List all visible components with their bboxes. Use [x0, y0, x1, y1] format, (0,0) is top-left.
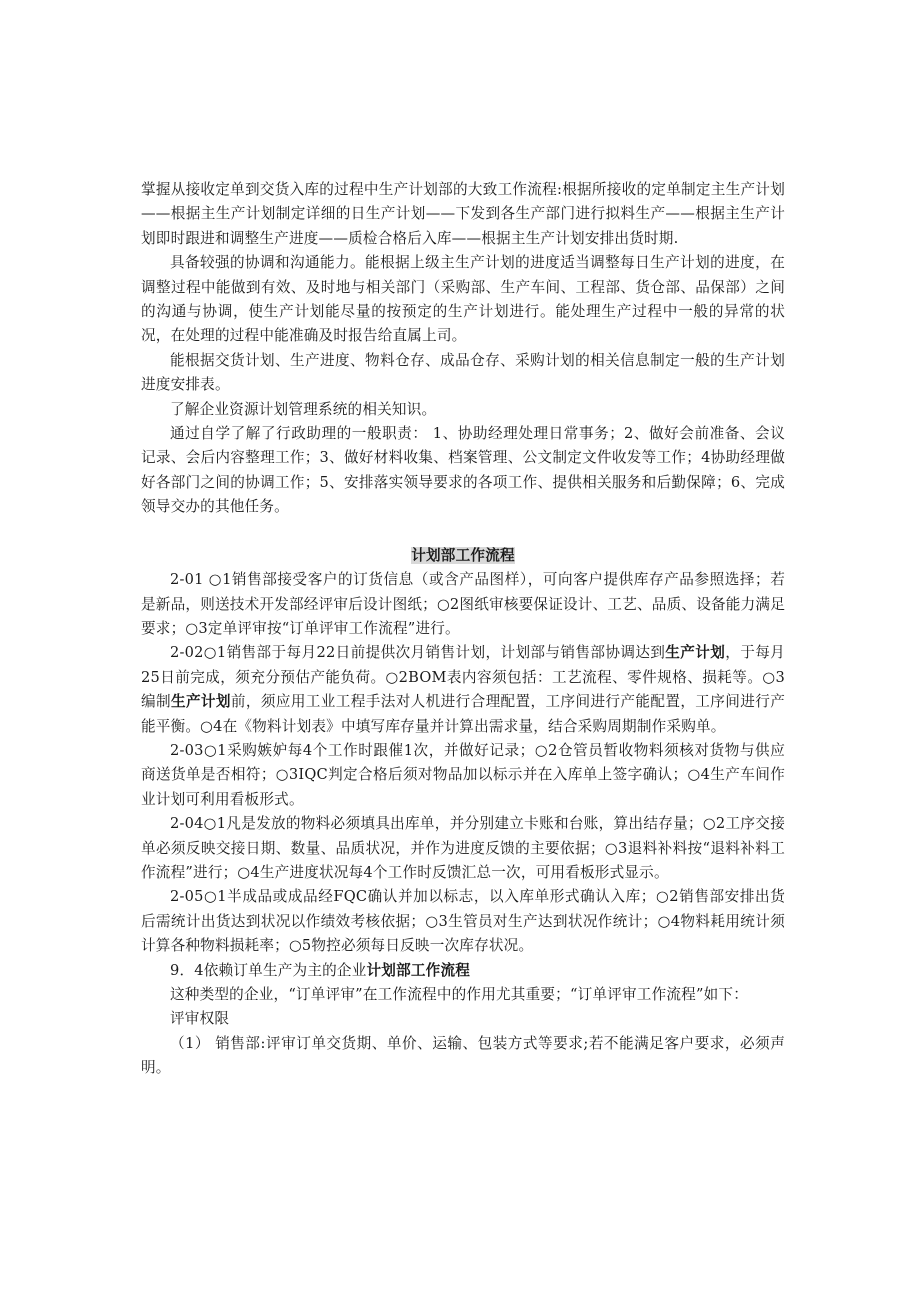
- step-2-02-text-b: ，于每月25日前完成，须充分预估产能负荷。○2BOM表内容须包括：工艺流程、零件规格、损耗等。○3编制: [141, 644, 785, 711]
- paragraph-workflow-summary: 掌握从接收定单到交货入库的过程中生产计划部的大致工作流程:根据所接收的定单制定主生产计划——根据主生产计划制定详细的日生产计划——下发到各生产部门进行拟料生产——根据主生产计划即时跟进和调整生产进度——质检合格后入库——根据主生产计划安排出货时期.: [141, 181, 785, 247]
- step-2-01: 2-01 ○1销售部接受客户的订货信息（或含产品图样），可向客户提供库存产品参照选择；若是新品，则送技术开发部经评审后设计图纸；○2图纸审核要保证设计、工艺、品质、设备能力满足要求；○3定单评审按“订单评审工作流程”进行。: [141, 571, 785, 637]
- document-body: [141, 178, 785, 1081]
- paragraph-schedule: 能根据交货计划、生产进度、物料仓存、成品仓存、采购计划的相关信息制定一般的生产计划进度安排表。: [141, 351, 785, 394]
- step-2-02-text-a: 2-02○1销售部于每月22日前提供次月销售计划，计划部与销售部协调达到: [170, 644, 666, 662]
- section-9-4-title: [141, 959, 785, 983]
- section-heading: [141, 544, 785, 568]
- paragraph-sales-review: （1） 销售部:评审订单交货期、单价、运输、包装方式等要求;若不能满足客户要求，必须声明。: [141, 1034, 785, 1077]
- section-heading-text: 计划部工作流程: [411, 546, 515, 564]
- paragraph-admin-duties: 通过自学了解了行政助理的一般职责： 1、协助经理处理日常事务；2、做好会前准备、会议记录、会后内容整理工作；3、做好材料收集、档案管理、公文制定文件收发等工作；4协助经理做好各部门之间的协调工作；5、安排落实领导要求的各项工作、提供相关服务和后勤保障；6、完成领导交办的其他任务。: [141, 425, 785, 516]
- section-9-4-bold: 计划部工作流程: [366, 961, 471, 979]
- step-2-02-bold-a: 生产计划: [665, 644, 726, 662]
- paragraph-review-authority: 评审权限: [170, 1010, 230, 1028]
- step-2-02: [141, 641, 785, 739]
- step-2-03: 2-03○1采购嫉妒每4个工作时跟催1次，并做好记录；○2仓管员暂收物料须核对货物与供应商送货单是否相符；○3IQC判定合格后须对物品加以标示并在入库单上签字确认；○4生产车间作业计划可利用看板形式。: [141, 741, 785, 808]
- paragraph-order-review: 这种类型的企业，“订单评审”在工作流程中的作用尤其重要；“订单评审工作流程”如下：: [170, 986, 749, 1003]
- step-2-04: 2-04○1凡是发放的物料必须填具出库单，并分别建立卡账和台账，算出结存量；○2工序交接单必须反映交接日期、数量、品质状况，并作为进度反馈的主要依据；○3退料补料按“退料补料工作流程”进行；○4生产进度状况每4个工作时反馈汇总一次，可用看板形式显示。: [141, 815, 785, 881]
- step-2-02-bold-b: 生产计划: [170, 693, 231, 711]
- paragraph-coordination: 具备较强的协调和沟通能力。能根据上级主生产计划的进度适当调整每日生产计划的进度，在调整过程中能做到有效、及时地与相关部门（采购部、生产车间、工程部、货仓部、品保部）之间的沟通与协调，使生产计划能尽量的按预定的生产计划进行。能处理生产过程中一般的异常的状况，在处理的过程中能准确及时报告给直属上司。: [141, 254, 785, 345]
- section-9-4-prefix: 9．4依赖订单生产为主的企业: [170, 961, 367, 979]
- step-2-05: 2-05○1半成品或成品经FQC确认并加以标志，以入库单形式确认入库；○2销售部安排出货后需统计出货达到状况以作绩效考核依据；○3生管员对生产达到状况作统计；○4物料耗用统计须计算各种物料损耗率；○5物控必须每日反映一次库存状况。: [141, 888, 785, 955]
- paragraph-erp: 了解企业资源计划管理系统的相关知识。: [170, 400, 437, 418]
- step-2-02-text-c: 前，须应用工业工程手法对人机进行合理配置，工序间进行产能配置，工序间进行产能平衡。○4在《物料计划表》中填写库存量并计算出需求量，结合采购周期制作采购单。: [141, 693, 786, 735]
